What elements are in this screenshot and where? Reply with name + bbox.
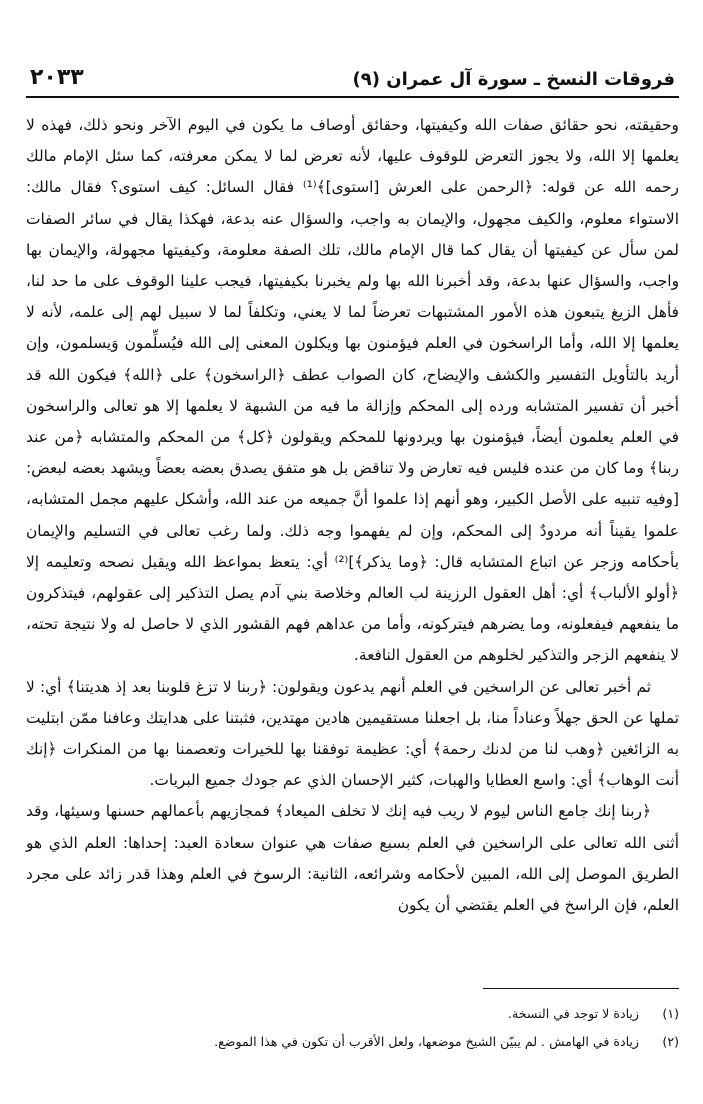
paragraph-2: ثم أخبر تعالى عن الراسخين في العلم أنهم يدعون ويقولون: ﴿ربنا لا تزغ قلوبنا بعد إذ هديتنا﴾ أي: لا تملها عن الحق جهلاً وعناداً منا، بل اجعلنا مستقيمين هادين مهتدين، فثبتنا على هدايتك وعافنا ممّن ابتليت به الزائغين ﴿وهب لنا من لدنك رحمة﴾ أي: عظيمة توفقنا بها للخيرات وتعصمنا بها من المنكرات ﴿إنك أنت الوهاب﴾ أي: واسع العطايا والهبات، كثير الإحسان الذي عم جودك جميع البريات. — [26, 677, 679, 790]
paragraph-1: وحقيقته، نحو حقائق صفات الله وكيفيتها، وحقائق أوصاف ما يكون في اليوم الآخر ونحو ذلك، فهذه لا يعلمها إلا الله، ولا يجوز التعرض للوقوف عليها، لأنه تعرض لما لا يمكن معرفته، كما سئل الإمام مالك رحمه الله عن قوله: ﴿الرحمن على العرش [استوى]﴾⁽¹⁾ فقال السائل: كيف استوى؟ فقال مالك: الاستواء معلوم، والكيف مجهول، والإيمان به واجب، والسؤال عنه بدعة، فهكذا يقال في سائر الصفات لمن سأل عن كيفيتها أن يقال كما قال الإمام مالك، تلك الصفة معلومة، وكيفيتها مجهولة، والإيمان بها واجب، والسؤال عنها بدعة، وقد أخبرنا الله بها ولم يخبرنا بكيفيتها، فيجب علينا الوقوف على ما حد لنا، فأهل الزيغ يتبعون هذه الأمور المشتبهات تعرضاً لما لا يعني، وتكلفاً لما لا سبيل لهم إلى علمه، لأنه لا يعلمها إلا الله، وأما الراسخون في العلم فيؤمنون بها ويكلون المعنى إلى الله فيُسلِّمون وَيسلمون، وإن أريد بالتأويل التفسير والكشف والإيضاح، كان الصواب عطف ﴿الراسخون﴾ على ﴿الله﴾ فيكون الله قد أخبر أن تفسير المتشابه ورده إلى المحكم وإزالة ما فيه من الشبهة لا يعلمها إلا هو تعالى والراسخون في العلم يعلمون أيضاً، فيؤمنون بها ويردونها للمحكم ويقولون ﴿كل﴾ من المحكم والمتشابه ﴿من عند ربنا﴾ وما كان من عنده فليس فيه تعارض ولا تناقض بل هو متفق يصدق بعضه بعضاً ويشهد بعضه لبعض: [وفيه تنبيه على الأصل الكبير، وهو أنهم إذا علموا أنَّ جميعه من عند الله، وأشكل عليهم مجمل المتشابه، علموا يقيناً أنه مردودٌ إلى المحكم، وإن لم يفهموا وجه ذلك. ولما رغب تعالى في التسليم والإيمان بأحكامه وزجر عن اتباع المتشابه قال: ﴿وما يذكر﴾]⁽²⁾ أي: يتعظ بمواعظ الله ويقبل نصحه وتعليمه إلا ﴿أولو الألباب﴾ أي: أهل العقول الرزينة لب العالم وخلاصة بني آدم يصل التذكير إلى عقولهم، فيتذكرون ما ينفعهم فيفعلونه، وما يضرهم فيتركونه، وأما من عداهم فهم القشور الذي لا حاصل له ولا نتيجة تحته، لا ينفعهم الزجر والتذكير لخلوهم من العقول النافعة. — [26, 116, 679, 665]
main-text — [26, 110, 679, 921]
footnote-text: زيادة لا توجد في النسخة. — [507, 1006, 639, 1021]
footnote-text: زيادة في الهامش . لم يبيّن الشيخ موضعها، ولعل الأقرب أن تكون في هذا الموضع. — [214, 1034, 639, 1049]
footnote-number: (٢) — [662, 1034, 679, 1049]
footnote-number: (١) — [662, 1006, 679, 1021]
page-number: ٢٠٣٣ — [30, 65, 84, 90]
document-page — [26, 60, 679, 1080]
footnote-rule — [483, 988, 679, 989]
footnote-1 — [26, 1000, 679, 1028]
footnote-2 — [26, 1028, 679, 1056]
paragraph-3: ﴿ربنا إنك جامع الناس ليوم لا ريب فيه إنك لا تخلف الميعاد﴾ فمجازيهم بأعمالهم حسنها وسيئها، وقد أثنى الله تعالى على الراسخين في العلم بسبع صفات هي عنوان سعادة العبد: إحداها: العلم الذي هو الطريق الموصل إلى الله، المبين لأحكامه وشرائعه، الثانية: الرسوخ في العلم وهذا قدر زائد على مجرد العلم، فإن الراسخ في العلم يقتضي أن يكون — [26, 802, 679, 915]
running-head: فروقات النسخ ـ سورة آل عمران (٩) — [352, 69, 675, 90]
header-rule — [26, 96, 679, 98]
page-header — [26, 60, 679, 90]
footnotes — [26, 1000, 679, 1056]
